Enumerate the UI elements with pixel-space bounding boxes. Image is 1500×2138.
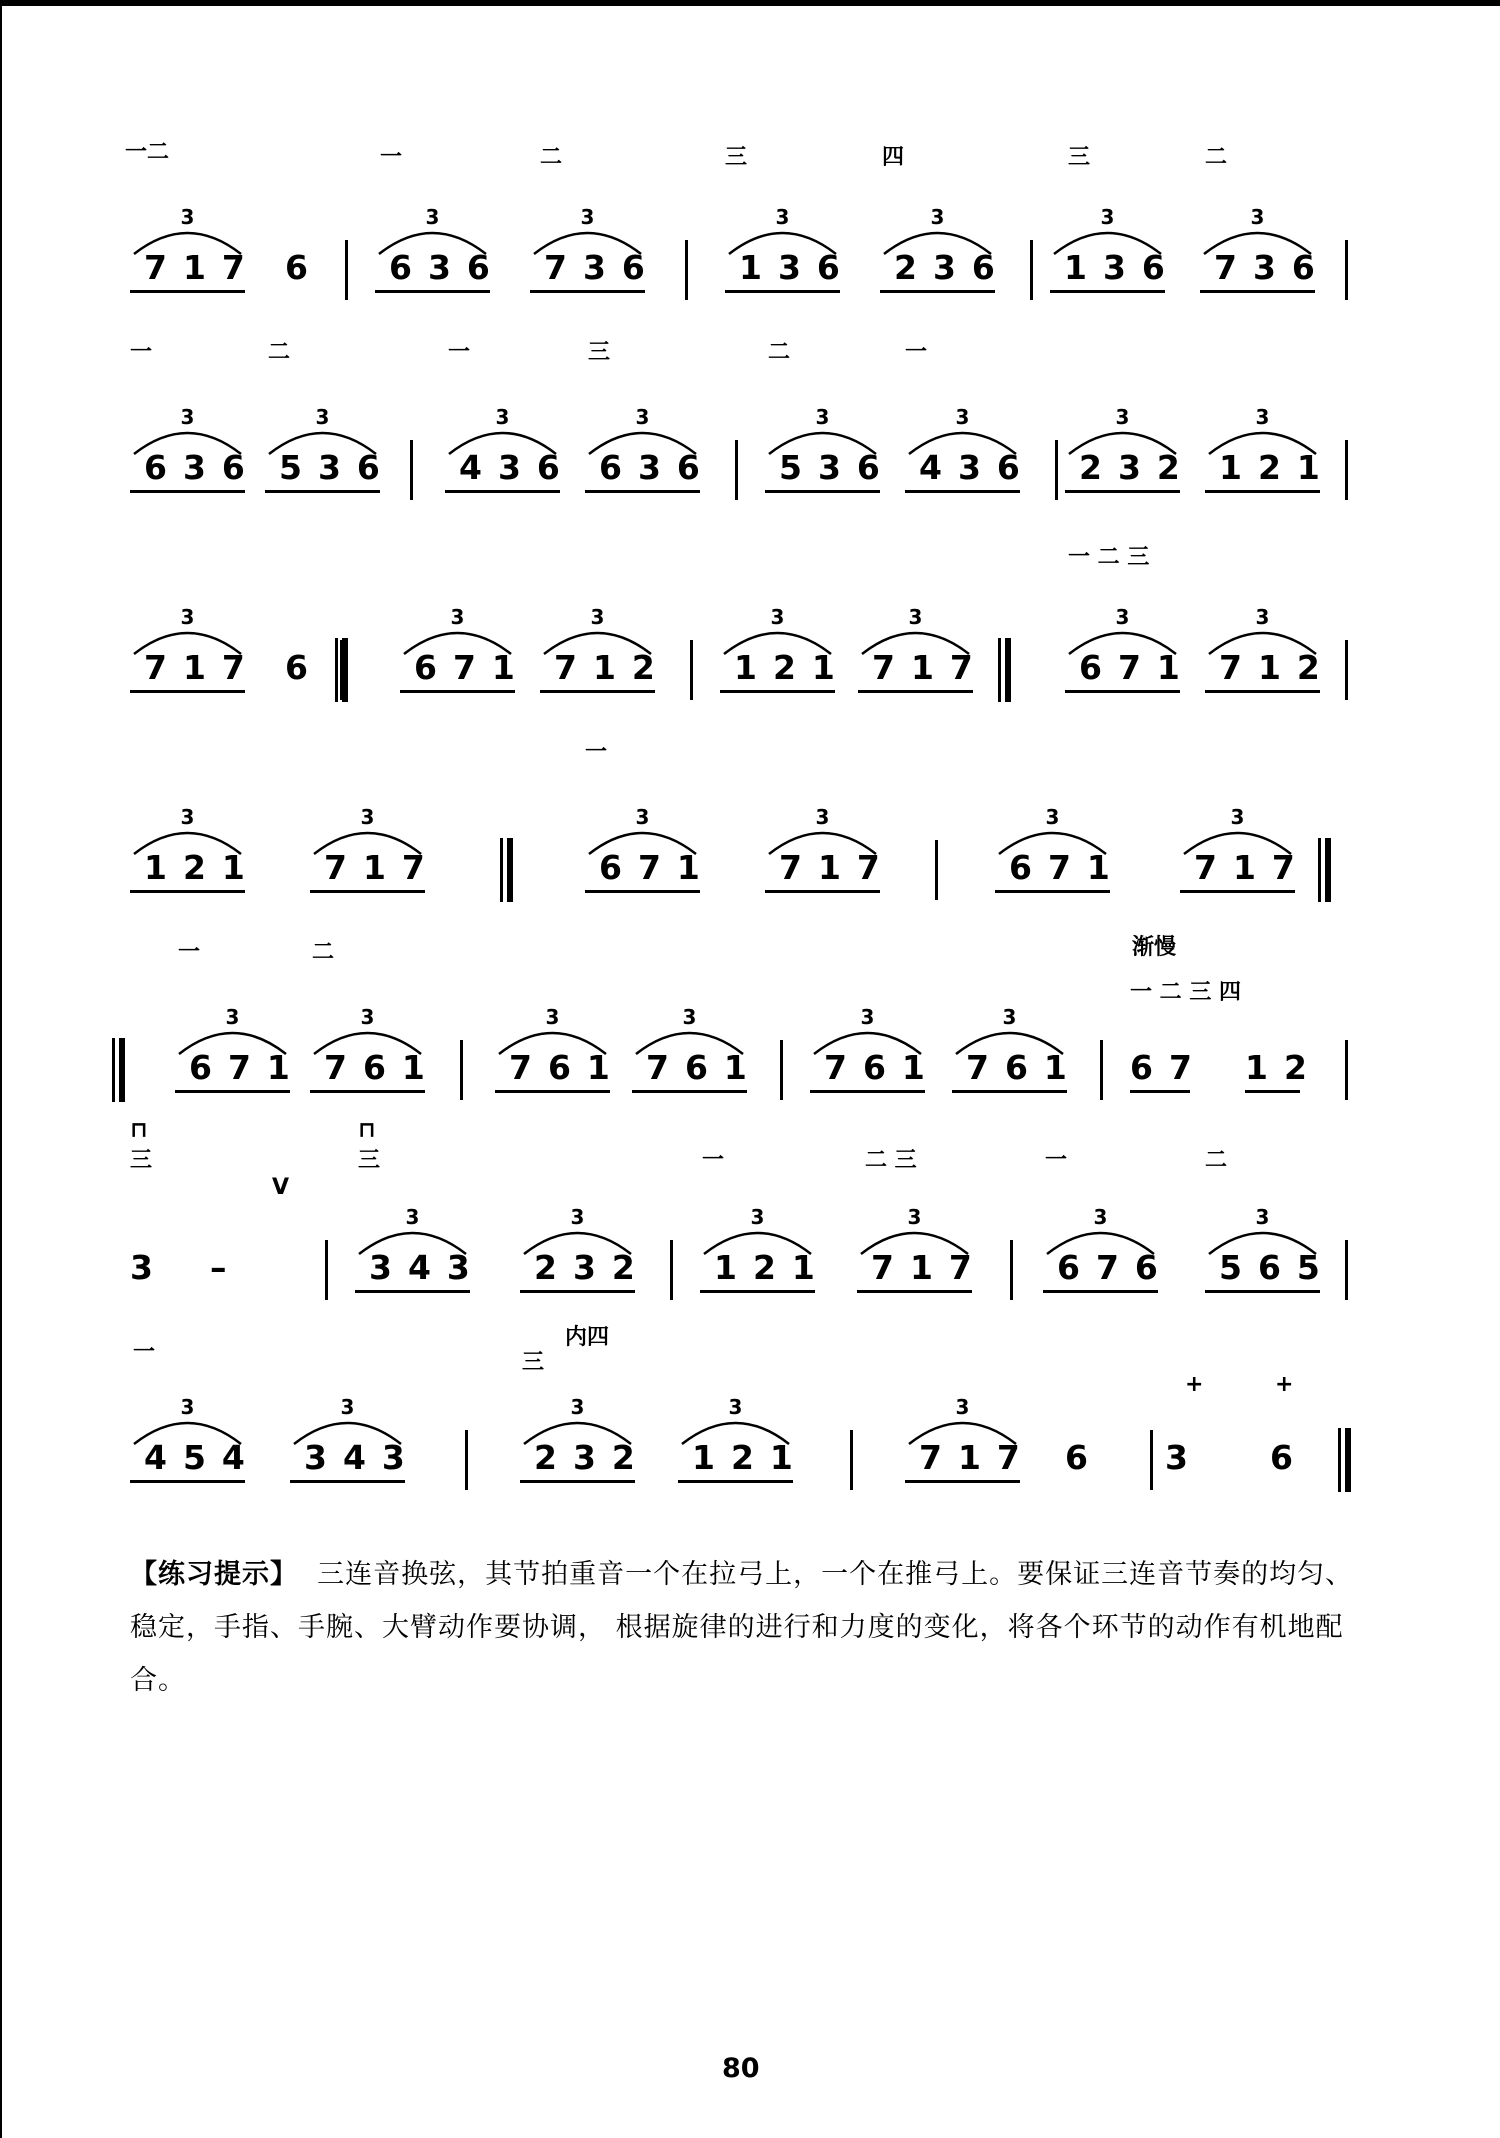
triplet-number: 3 [635, 405, 650, 429]
triplet-group [1065, 400, 1196, 520]
beam-underline [130, 690, 245, 693]
beam-underline [530, 290, 645, 293]
triplet-group [130, 200, 261, 320]
beam-underline [1065, 690, 1180, 693]
fingering-mark: 一 二 三 [1068, 545, 1150, 570]
triplet-number: 3 [180, 805, 195, 829]
single-note: 3 [130, 1248, 153, 1287]
note-digits: 636 [599, 448, 716, 487]
barline [685, 240, 688, 300]
fingering-mark: 一 [178, 940, 201, 965]
barline [1055, 440, 1058, 500]
triplet-number: 3 [580, 205, 595, 229]
note-digits: 717 [871, 1248, 988, 1287]
note-digits: 136 [1064, 248, 1181, 287]
beam-underline [1180, 890, 1295, 893]
beam-underline [495, 1090, 610, 1093]
single-note: 6 [1270, 1438, 1293, 1477]
triplet-number: 3 [180, 405, 195, 429]
triplet-number: 3 [1093, 1205, 1108, 1229]
note-digits: 761 [324, 1048, 441, 1087]
practice-tip [130, 1548, 1360, 1707]
fingering-mark: 三 [522, 1350, 545, 1375]
fingering-mark: 三 [725, 145, 748, 170]
fingering-mark: 二 [268, 340, 291, 365]
note-digits: 671 [599, 848, 716, 887]
beam-underline [905, 490, 1020, 493]
triplet-number: 3 [682, 1005, 697, 1029]
triplet-number: 3 [225, 1005, 240, 1029]
triplet-number: 3 [775, 205, 790, 229]
triplet-group [130, 1390, 261, 1510]
triplet-group [1200, 200, 1331, 320]
note-digits: 121 [714, 1248, 831, 1287]
fingering-mark: 一二 [125, 140, 170, 165]
triplet-number: 3 [908, 605, 923, 629]
triplet-group [585, 400, 716, 520]
fingering-mark: 二 [768, 340, 791, 365]
fingering-mark: 三 [130, 1148, 153, 1173]
note-digits: 436 [459, 448, 576, 487]
note-digits: 436 [919, 448, 1036, 487]
fingering-mark: 二 [540, 145, 563, 170]
triplet-number: 3 [1250, 205, 1265, 229]
triplet-group [1205, 600, 1336, 720]
note-digits: 712 [1219, 648, 1336, 687]
fingering-mark: 三 [588, 340, 611, 365]
triplet-group [130, 600, 261, 720]
triplet-number: 3 [360, 1005, 375, 1029]
note-digits: 121 [144, 848, 261, 887]
triplet-group [995, 800, 1126, 920]
triplet-number: 3 [450, 605, 465, 629]
barline [690, 640, 693, 700]
triplet-group [445, 400, 576, 520]
triplet-group [175, 1000, 306, 1120]
triplet-group [495, 1000, 626, 1120]
triplet-number: 3 [815, 405, 830, 429]
page-number: 80 [722, 2053, 760, 2084]
beam-underline [952, 1090, 1067, 1093]
note-digits: 232 [1079, 448, 1196, 487]
repeat-end [1318, 838, 1331, 902]
triplet-group [520, 1390, 651, 1510]
triplet-number: 3 [425, 205, 440, 229]
note-digits: 636 [389, 248, 506, 287]
triplet-number: 3 [750, 1205, 765, 1229]
score-row [0, 1000, 1500, 1120]
single-note: 6 [285, 248, 308, 287]
note-pair [1130, 1000, 1208, 1120]
beam-underline [585, 890, 700, 893]
triplet-group [1205, 400, 1336, 520]
note-digits: 717 [324, 848, 441, 887]
single-note: 6 [1065, 1438, 1088, 1477]
note-digits: 761 [509, 1048, 626, 1087]
barline [345, 240, 348, 300]
triplet-group [1205, 1200, 1336, 1320]
beam-underline [130, 290, 245, 293]
note-digits: 717 [144, 648, 261, 687]
triplet-group [310, 1000, 441, 1120]
triplet-group [1043, 1200, 1174, 1320]
triplet-number: 3 [340, 1395, 355, 1419]
fingering-mark: 内四 [565, 1325, 610, 1350]
top-rule [0, 0, 1500, 6]
triplet-group [265, 400, 396, 520]
triplet-group [355, 1200, 486, 1320]
beam-underline [520, 1480, 635, 1483]
beam-underline [585, 490, 700, 493]
note-digits: 717 [779, 848, 896, 887]
fingering-mark: 一 [133, 1340, 156, 1365]
note-digits: 671 [1009, 848, 1126, 887]
beam-underline [375, 290, 490, 293]
triplet-number: 3 [955, 1395, 970, 1419]
repeat-start [112, 1038, 125, 1102]
beam-underline [175, 1090, 290, 1093]
barline [735, 440, 738, 500]
triplet-number: 3 [545, 1005, 560, 1029]
barline [935, 840, 938, 900]
beam-underline [1245, 1090, 1300, 1093]
beam-underline [700, 1290, 815, 1293]
triplet-group [520, 1200, 651, 1320]
triplet-number: 3 [1115, 605, 1130, 629]
triplet-group [540, 600, 671, 720]
beam-underline [720, 690, 835, 693]
triplet-number: 3 [360, 805, 375, 829]
beam-underline [520, 1290, 635, 1293]
barline [410, 440, 413, 500]
note-digits: 671 [414, 648, 531, 687]
beam-underline [1205, 690, 1320, 693]
note-digits: 565 [1219, 1248, 1336, 1287]
triplet-group [130, 800, 261, 920]
triplet-number: 3 [180, 205, 195, 229]
note-digits: 712 [554, 648, 671, 687]
score-row [0, 800, 1500, 920]
beam-underline [1205, 1290, 1320, 1293]
repeat-start [335, 638, 348, 702]
note-digits: 761 [966, 1048, 1083, 1087]
score-row [0, 400, 1500, 520]
barline [670, 1240, 673, 1300]
note-digits: 343 [369, 1248, 486, 1287]
fingering-mark: 一 [380, 145, 403, 170]
note-digits: 717 [872, 648, 989, 687]
triplet-group [1180, 800, 1311, 920]
barline [1345, 1240, 1348, 1300]
barline [1010, 1240, 1013, 1300]
beam-underline [130, 1480, 245, 1483]
fingering-mark: 一 [905, 340, 928, 365]
single-note: 3 [1165, 1438, 1188, 1477]
triplet-number: 3 [590, 605, 605, 629]
repeat-start [500, 838, 513, 902]
fingering-mark: 一 [130, 340, 153, 365]
triplet-number: 3 [1255, 605, 1270, 629]
fingering-mark: 二 [1205, 1148, 1228, 1173]
note-digits: 717 [919, 1438, 1036, 1477]
note-digits: 761 [646, 1048, 763, 1087]
score-row [0, 200, 1500, 320]
note-digits: 121 [692, 1438, 809, 1477]
triplet-number: 3 [570, 1205, 585, 1229]
triplet-number: 3 [860, 1005, 875, 1029]
triplet-number: 3 [1230, 805, 1245, 829]
triplet-group [1065, 600, 1196, 720]
breath-mark: V [272, 1175, 290, 1200]
triplet-group [720, 600, 851, 720]
barline [1345, 240, 1348, 300]
plus-mark: + [1275, 1372, 1294, 1397]
beam-underline [810, 1090, 925, 1093]
beam-underline [995, 890, 1110, 893]
triplet-number: 3 [815, 805, 830, 829]
triplet-group [952, 1000, 1083, 1120]
triplet-number: 3 [728, 1395, 743, 1419]
barline [1345, 1040, 1348, 1100]
beam-underline [1050, 290, 1165, 293]
triplet-number: 3 [1100, 205, 1115, 229]
fingering-mark: 一 [448, 340, 471, 365]
note-digits: 232 [534, 1248, 651, 1287]
note-digits: 136 [739, 248, 856, 287]
note-digits: 736 [1214, 248, 1331, 287]
note-digits: 454 [144, 1438, 261, 1477]
beam-underline [857, 1290, 972, 1293]
fingering-mark: 三 [358, 1148, 381, 1173]
triplet-number: 3 [930, 205, 945, 229]
triplet-group [810, 1000, 941, 1120]
note-digits: 676 [1057, 1248, 1174, 1287]
fingering-mark: 一 [702, 1148, 725, 1173]
beam-underline [858, 690, 973, 693]
barline [1150, 1430, 1153, 1490]
triplet-group [632, 1000, 763, 1120]
repeat-end [998, 638, 1011, 702]
triplet-number: 3 [907, 1205, 922, 1229]
beam-underline [632, 1090, 747, 1093]
barline [325, 1240, 328, 1300]
triplet-number: 3 [1115, 405, 1130, 429]
triplet-number: 3 [495, 405, 510, 429]
triplet-group [678, 1390, 809, 1510]
plus-mark: + [1185, 1372, 1204, 1397]
note-digits: 121 [1219, 448, 1336, 487]
triplet-number: 3 [315, 405, 330, 429]
beam-underline [445, 490, 560, 493]
single-note: 6 [285, 648, 308, 687]
fingering-mark: 一 [1045, 1148, 1068, 1173]
note-digits: 67 [1130, 1048, 1208, 1087]
triplet-group [880, 200, 1011, 320]
triplet-group [1050, 200, 1181, 320]
fingering-mark: 四 [882, 145, 905, 170]
barline [1100, 1040, 1103, 1100]
beam-underline [540, 690, 655, 693]
note-digits: 761 [824, 1048, 941, 1087]
note-digits: 717 [144, 248, 261, 287]
fingering-mark: 一 二 三 四 [1130, 980, 1241, 1005]
triplet-number: 3 [635, 805, 650, 829]
triplet-number: 3 [405, 1205, 420, 1229]
fingering-mark: 二 [312, 940, 335, 965]
triplet-number: 3 [180, 605, 195, 629]
fingering-mark: 二 [1205, 145, 1228, 170]
beam-underline [725, 290, 840, 293]
triplet-number: 3 [180, 1395, 195, 1419]
note-digits: 636 [144, 448, 261, 487]
triplet-number: 3 [955, 405, 970, 429]
fingering-mark: 二 三 [865, 1148, 917, 1173]
tip-label: 【练习提示】 [130, 1559, 298, 1590]
note-digits: 671 [189, 1048, 306, 1087]
beam-underline [310, 890, 425, 893]
barline [460, 1040, 463, 1100]
beam-underline [400, 690, 515, 693]
triplet-group [857, 1200, 988, 1320]
fingering-mark: 三 [1068, 145, 1091, 170]
beam-underline [765, 490, 880, 493]
beam-underline [1065, 490, 1180, 493]
barline [1345, 640, 1348, 700]
triplet-number: 3 [1045, 805, 1060, 829]
triplet-number: 3 [570, 1395, 585, 1419]
beam-underline [765, 890, 880, 893]
beam-underline [130, 890, 245, 893]
note-digits: 736 [544, 248, 661, 287]
triplet-group [290, 1390, 421, 1510]
note-pair [1245, 1000, 1323, 1120]
beam-underline [130, 490, 245, 493]
score-row [0, 1200, 1500, 1320]
triplet-number: 3 [1255, 405, 1270, 429]
triplet-group [310, 800, 441, 920]
barline [1345, 440, 1348, 500]
beam-underline [310, 1090, 425, 1093]
triplet-group [765, 400, 896, 520]
tip-text: 三连音换弦，其节拍重音一个在拉弓上，一个在推弓上。要保证三连音节奏的均匀、稳定，手指、手腕、大臂动作要协调， 根据旋律的进行和力度的变化，将各个环节的动作有机地配合。 [130, 1559, 1354, 1696]
triplet-group [700, 1200, 831, 1320]
final-barline [1338, 1428, 1351, 1492]
beam-underline [880, 290, 995, 293]
note-digits: 12 [1245, 1048, 1323, 1087]
bow-mark: ⊓ [130, 1118, 148, 1143]
triplet-number: 3 [1002, 1005, 1017, 1029]
triplet-group [400, 600, 531, 720]
triplet-group [530, 200, 661, 320]
triplet-group [585, 800, 716, 920]
note-digits: 536 [279, 448, 396, 487]
note-digits: 536 [779, 448, 896, 487]
beam-underline [905, 1480, 1020, 1483]
note-digits: 343 [304, 1438, 421, 1477]
fingering-mark: 一 [585, 740, 608, 765]
triplet-group [905, 400, 1036, 520]
beam-underline [1130, 1090, 1190, 1093]
triplet-number: 3 [1255, 1205, 1270, 1229]
note-digits: 121 [734, 648, 851, 687]
note-digits: 671 [1079, 648, 1196, 687]
beam-underline [355, 1290, 470, 1293]
triplet-group [375, 200, 506, 320]
beam-underline [290, 1480, 405, 1483]
barline [850, 1430, 853, 1490]
triplet-group [858, 600, 989, 720]
tempo-mark: 渐慢 [1132, 935, 1177, 960]
note-digits: 236 [894, 248, 1011, 287]
beam-underline [678, 1480, 793, 1483]
beam-underline [265, 490, 380, 493]
bow-mark: ⊓ [358, 1118, 376, 1143]
triplet-group [765, 800, 896, 920]
barline [1030, 240, 1033, 300]
beam-underline [1205, 490, 1320, 493]
beam-underline [1200, 290, 1315, 293]
note-digits: 717 [1194, 848, 1311, 887]
single-note: – [210, 1248, 227, 1287]
triplet-group [725, 200, 856, 320]
score-row [0, 1390, 1500, 1510]
score-row [0, 600, 1500, 720]
triplet-number: 3 [770, 605, 785, 629]
barline [780, 1040, 783, 1100]
barline [465, 1430, 468, 1490]
beam-underline [1043, 1290, 1158, 1293]
triplet-group [905, 1390, 1036, 1510]
note-digits: 232 [534, 1438, 651, 1477]
triplet-group [130, 400, 261, 520]
